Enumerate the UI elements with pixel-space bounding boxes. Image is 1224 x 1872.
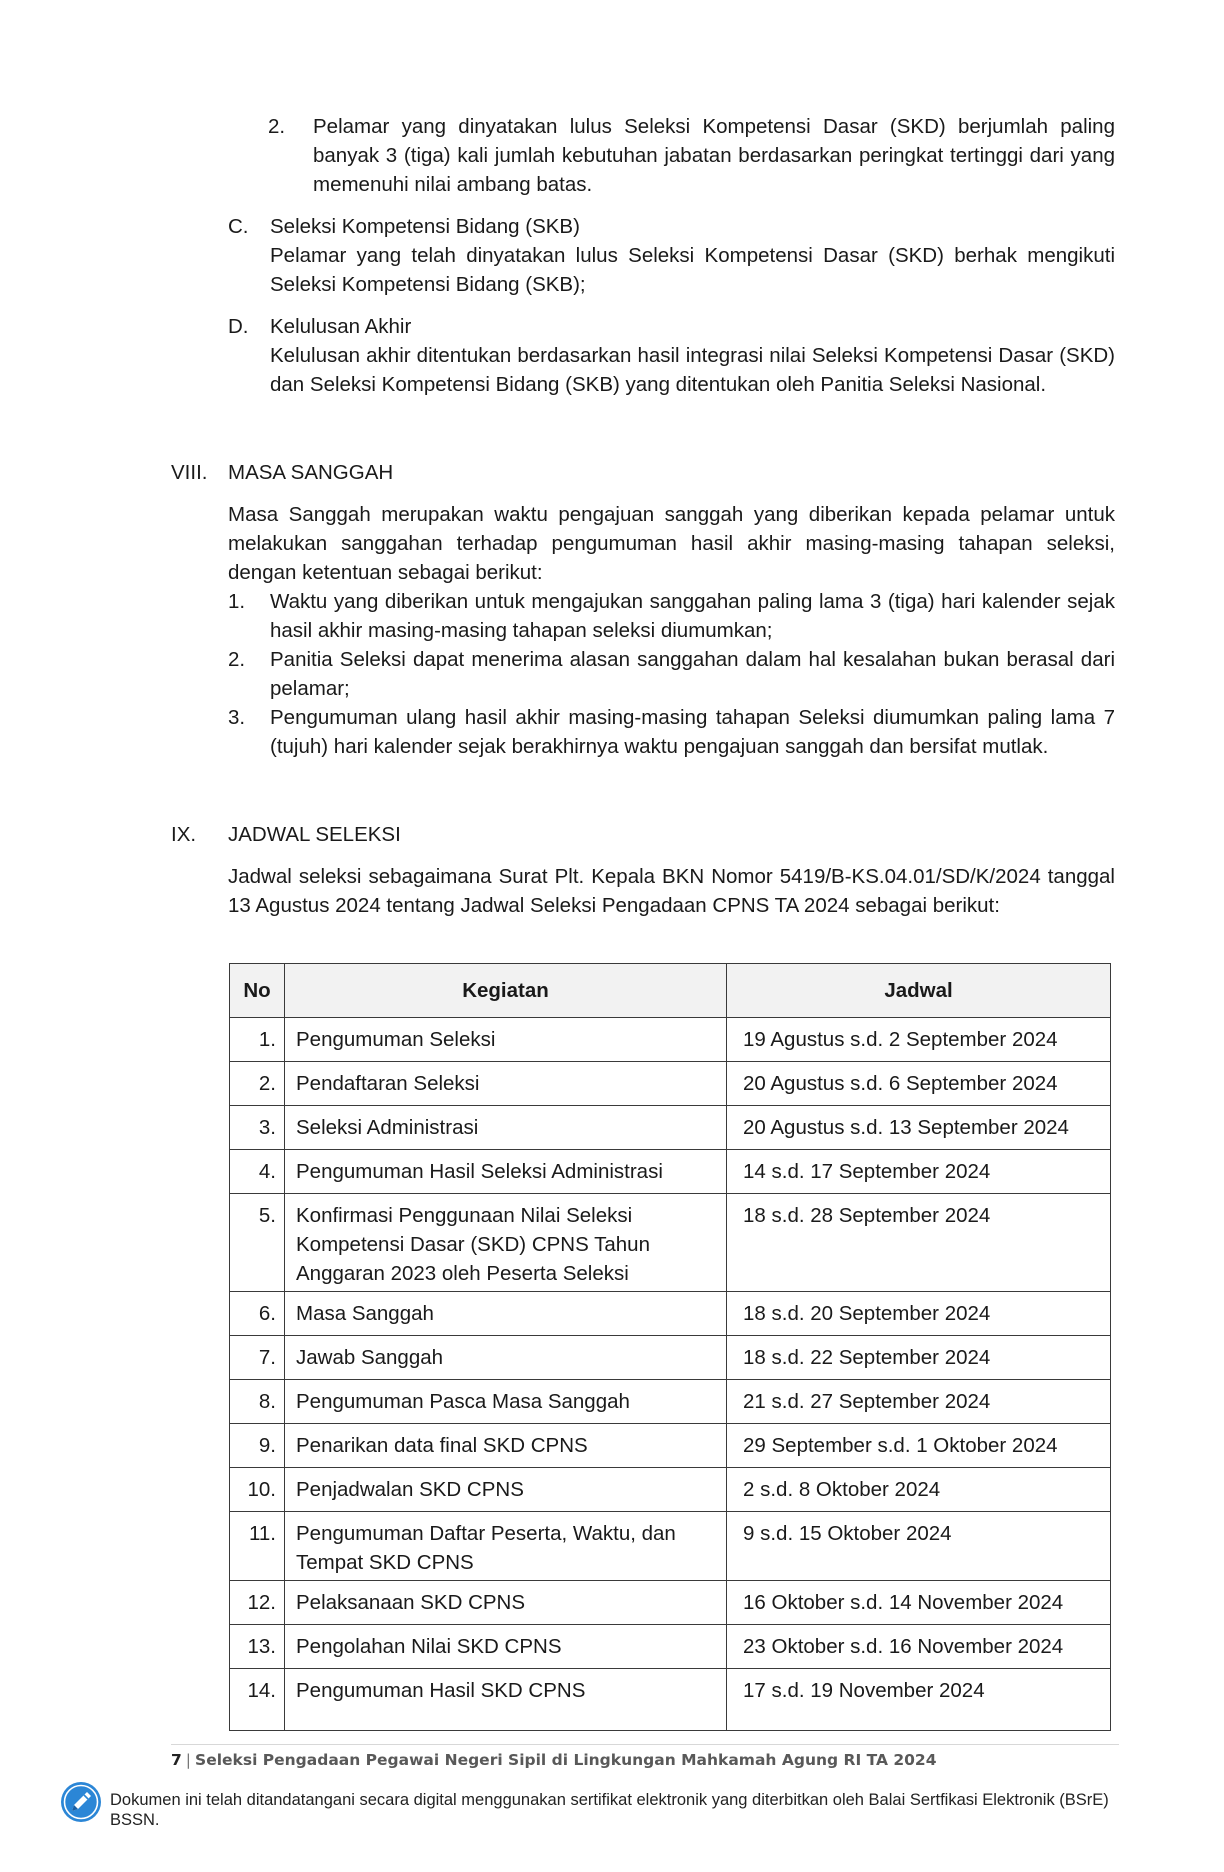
cell-jadwal: 21 s.d. 27 September 2024 (727, 1380, 1111, 1424)
list-item-text: Pengumuman ulang hasil akhir masing-masing tahapan Seleksi diumumkan paling lama 7 (tujuh) hari kalender sejak berakhirnya waktu pengajuan sanggah dan bersifat mutlak. (270, 706, 1115, 758)
table-row (230, 1292, 1111, 1336)
cell-no: 1. (230, 1018, 285, 1062)
table-row (230, 1468, 1111, 1512)
cell-kegiatan: Pengumuman Hasil SKD CPNS (285, 1669, 727, 1731)
footer-separator: | (185, 1751, 192, 1769)
signature-note-line: Dokumen ini telah ditandatangani secara digital menggunakan sertifikat elektronik yang diterbitkan oleh Balai Sertfikasi Elektronik (BSrE) (110, 1791, 1109, 1809)
cell-kegiatan: Pengumuman Pasca Masa Sanggah (285, 1380, 727, 1424)
table-row (230, 1150, 1111, 1194)
table-row (230, 1194, 1111, 1292)
subsection-letter: C. (228, 215, 249, 238)
cell-kegiatan: Jawab Sanggah (285, 1336, 727, 1380)
page-footer (171, 1750, 937, 1770)
cell-no: 7. (230, 1336, 285, 1380)
section-number: VIII. (171, 461, 208, 484)
cell-kegiatan: Pengumuman Seleksi (285, 1018, 727, 1062)
cell-kegiatan: Pengumuman Daftar Peserta, Waktu, dan Tempat SKD CPNS (285, 1512, 727, 1581)
cell-jadwal: 16 Oktober s.d. 14 November 2024 (727, 1581, 1111, 1625)
table-row (230, 1512, 1111, 1581)
cell-kegiatan: Konfirmasi Penggunaan Nilai Seleksi Kompetensi Dasar (SKD) CPNS Tahun Anggaran 2023 oleh Peserta Seleksi (285, 1194, 727, 1292)
table-row (230, 1380, 1111, 1424)
list-number: 1. (228, 590, 246, 613)
column-header-jadwal: Jadwal (727, 964, 1111, 1018)
table-row (230, 1062, 1111, 1106)
cell-jadwal: 20 Agustus s.d. 6 September 2024 (727, 1062, 1111, 1106)
cell-kegiatan: Penjadwalan SKD CPNS (285, 1468, 727, 1512)
cell-jadwal: 14 s.d. 17 September 2024 (727, 1150, 1111, 1194)
section-intro: Jadwal seleksi sebagaimana Surat Plt. Kepala BKN Nomor 5419/B-KS.04.01/SD/K/2024 tanggal 13 Agustus 2024 tentang Jadwal Seleksi Pengadaan CPNS TA 2024 sebagai berikut: (228, 865, 1115, 917)
list-number: 2. (228, 648, 246, 671)
subsection-body: Kelulusan akhir ditentukan berdasarkan hasil integrasi nilai Seleksi Kompetensi Dasar (SKD) dan Seleksi Kompetensi Bidang (SKB) yang ditentukan oleh Panitia Seleksi Nasional. (270, 344, 1115, 396)
bsre-pen-icon (60, 1781, 102, 1823)
cell-kegiatan: Penarikan data final SKD CPNS (285, 1424, 727, 1468)
cell-jadwal: 18 s.d. 22 September 2024 (727, 1336, 1111, 1380)
cell-jadwal: 19 Agustus s.d. 2 September 2024 (727, 1018, 1111, 1062)
table-row (230, 1669, 1111, 1731)
cell-kegiatan: Pelaksanaan SKD CPNS (285, 1581, 727, 1625)
cell-no: 8. (230, 1380, 285, 1424)
section-number: IX. (171, 823, 197, 846)
section-title: MASA SANGGAH (228, 461, 394, 484)
cell-no: 3. (230, 1106, 285, 1150)
table-row (230, 1106, 1111, 1150)
cell-kegiatan: Pengumuman Hasil Seleksi Administrasi (285, 1150, 727, 1194)
cell-no: 10. (230, 1468, 285, 1512)
cell-no: 5. (230, 1194, 285, 1292)
cell-no: 2. (230, 1062, 285, 1106)
column-header-kegiatan: Kegiatan (285, 964, 727, 1018)
cell-no: 6. (230, 1292, 285, 1336)
column-header-no: No (230, 964, 285, 1018)
cell-no: 9. (230, 1424, 285, 1468)
schedule-table (229, 963, 1111, 1731)
cell-jadwal: 9 s.d. 15 Oktober 2024 (727, 1512, 1111, 1581)
subsection-body: Pelamar yang telah dinyatakan lulus Seleksi Kompetensi Dasar (SKD) berhak mengikuti Seleksi Kompetensi Bidang (SKB); (270, 244, 1115, 296)
cell-jadwal: 2 s.d. 8 Oktober 2024 (727, 1468, 1111, 1512)
table-row (230, 1018, 1111, 1062)
cell-kegiatan: Seleksi Administrasi (285, 1106, 727, 1150)
page-number: 7 (171, 1751, 182, 1769)
cell-kegiatan: Pendaftaran Seleksi (285, 1062, 727, 1106)
cell-jadwal: 29 September s.d. 1 Oktober 2024 (727, 1424, 1111, 1468)
table-row (230, 1336, 1111, 1380)
table-row (230, 1625, 1111, 1669)
cell-jadwal: 18 s.d. 20 September 2024 (727, 1292, 1111, 1336)
subsection-letter: D. (228, 315, 249, 338)
list-item-text: Pelamar yang dinyatakan lulus Seleksi Kompetensi Dasar (SKD) berjumlah paling banyak 3 (tiga) kali jumlah kebutuhan jabatan berdasarkan peringkat tertinggi dari yang memenuhi nilai ambang batas. (313, 115, 1115, 196)
list-item-text: Panitia Seleksi dapat menerima alasan sanggahan dalam hal kesalahan bukan berasal dari pelamar; (270, 648, 1115, 700)
subsection-title: Seleksi Kompetensi Bidang (SKB) (270, 215, 580, 238)
list-number: 3. (228, 706, 246, 729)
cell-jadwal: 23 Oktober s.d. 16 November 2024 (727, 1625, 1111, 1669)
list-number: 2. (268, 115, 286, 138)
cell-no: 14. (230, 1669, 285, 1731)
cell-jadwal: 20 Agustus s.d. 13 September 2024 (727, 1106, 1111, 1150)
cell-kegiatan: Pengolahan Nilai SKD CPNS (285, 1625, 727, 1669)
table-row (230, 1581, 1111, 1625)
footer-divider (171, 1744, 1119, 1745)
cell-no: 13. (230, 1625, 285, 1669)
digital-signature-note (110, 1790, 1210, 1830)
section-intro: Masa Sanggah merupakan waktu pengajuan sanggah yang diberikan kepada pelamar untuk melakukan sanggahan terhadap pengumuman hasil akhir masing-masing tahapan seleksi, dengan ketentuan sebagai berikut: (228, 503, 1115, 584)
list-item-text: Waktu yang diberikan untuk mengajukan sanggahan paling lama 3 (tiga) hari kalender sejak hasil akhir masing-masing tahapan seleksi diumumkan; (270, 590, 1115, 642)
cell-kegiatan: Masa Sanggah (285, 1292, 727, 1336)
cell-no: 11. (230, 1512, 285, 1581)
signature-note-line: BSSN. (110, 1811, 160, 1829)
cell-no: 4. (230, 1150, 285, 1194)
cell-jadwal: 18 s.d. 28 September 2024 (727, 1194, 1111, 1292)
subsection-title: Kelulusan Akhir (270, 315, 412, 338)
cell-no: 12. (230, 1581, 285, 1625)
section-title: JADWAL SELEKSI (228, 823, 401, 846)
footer-title: Seleksi Pengadaan Pegawai Negeri Sipil di Lingkungan Mahkamah Agung RI TA 2024 (195, 1751, 937, 1769)
table-header-row (230, 964, 1111, 1018)
cell-jadwal: 17 s.d. 19 November 2024 (727, 1669, 1111, 1731)
table-row (230, 1424, 1111, 1468)
